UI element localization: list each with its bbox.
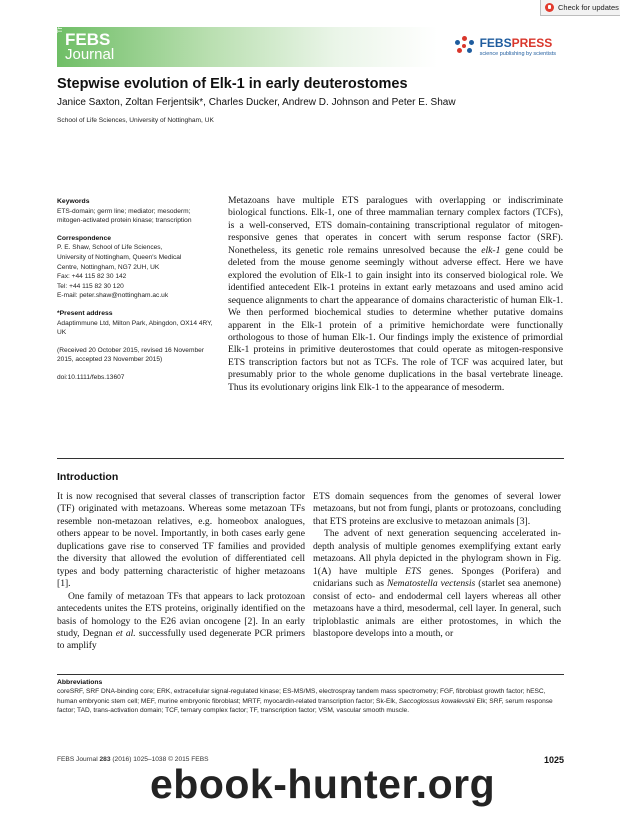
abbreviations-divider (57, 674, 564, 675)
correspondence-line: University of Nottingham, Queen's Medical (57, 253, 182, 261)
keywords-heading: Keywords (57, 198, 90, 205)
article-metadata (57, 197, 217, 383)
footer-citation: FEBS Journal 283 (2016) 1025–1038 © 2015 FEBS (57, 756, 209, 763)
press-tagline: science publishing by scientists (479, 51, 556, 57)
correspondence-line: P. E. Shaw, School of Life Sciences, (57, 244, 163, 252)
abstract-text: gene could be deleted from the mouse genome seemingly without adverse effect. Here we have explored the evolution of Elk-1 to gain insight into its conserved biological role. We identified antecedent Elk-1 proteins in extant early metazoans and used amino acid sequence alignments to chart the appearance of domains characteristic of human Elk-1. We then performed biochemical studies to determine whether putative domains apparent in the Elk-1 protein of a primitive hemichordate were functionally orthologous to those of human Elk-1. Our findings imply the existence of primordial Elk-1 proteins in primitive deuterostomes that could operate as mitogen-responsive ETS transcription factors but not as TCFs. The role of TCF was acquired later, but presumably prior to the whole genome duplications in the basal vertebrate lineage. Thus its evolutionary origins link Elk-1 to the appearance of mesoderm. (228, 244, 563, 393)
journal-logo-febs: FEBS (65, 30, 111, 49)
article-authors: Janice Saxton, Zoltan Ferjentsik*, Charles Ducker, Andrew D. Johnson and Peter E. Shaw (57, 97, 456, 108)
body-paragraph: ETS domain sequences from the genomes of several lower metazoans, but not from fungi, plants or protozoans, concluding that ETS proteins are exclusive to metazoan animals [3]. (313, 491, 561, 527)
febs-press-logo (455, 35, 556, 58)
body-paragraph: The advent of next generation sequencing accelerated in-depth analysis of multiple genomes exemplifying extant early metazoans. All phyla depicted in the phylogram shown in Fig. 1(A) have multiple ETS genes. Sponges (Porifera) and cnidarians such as Nematostella vectensis (starlet sea anemone) consist of ecto- and endodermal cell layers whereas all other metazoans have a third, mesodermal, cell layer. In general, such triploblastic animals are either protostomes, in which the blastopore develops into a mouth, or (313, 528, 561, 639)
febs-journal-logo (58, 22, 115, 63)
abbreviations (57, 678, 564, 716)
abbreviations-heading: Abbreviations (57, 679, 103, 686)
check-for-updates-label: Check for updates (558, 3, 619, 12)
abstract-gene-name: elk-1 (481, 244, 501, 256)
page-number: 1025 (543, 755, 564, 765)
correspondence-heading: Correspondence (57, 234, 112, 242)
abstract (228, 195, 563, 394)
abstract-text: Metazoans have multiple ETS paralogues with overlapping or indiscriminate biological functions. Elk-1, one of three mammalian ternary complex factors (TCFs), is a well-conserved, ETS domain-containing transcriptional regulator of mitogen-responsive genes that operates in concert with serum response factor (SRF). Nonetheless, its genetic role remains unresolved because the (228, 195, 563, 256)
correspondence-tel: Tel: +44 115 82 30 120 (57, 282, 124, 290)
article-title: Stepwise evolution of Elk-1 in early deuterostomes (57, 76, 408, 92)
doi-link[interactable]: doi:10.1111/febs.13607 (57, 373, 125, 381)
journal-logo-word: Journal (65, 46, 115, 63)
keywords: ETS-domain; germ line; mediator; mesoderm; mitogen-activated protein kinase; transcription (57, 207, 192, 225)
update-icon (545, 3, 554, 12)
body-paragraph: One family of metazoan TFs that appears to lack protozoan antecedents unites the ETS proteins, originally identified on the basis of homology to the E26 avian oncogene [2]. In an early study, Degnan et al. successfully used degenerate PCR primers to amplify (57, 590, 306, 652)
correspondence-line: Centre, Nottingham, NG7 2UH, UK (57, 263, 160, 271)
check-for-updates-badge[interactable] (540, 0, 620, 16)
watermark: ebook-hunter.org (150, 761, 496, 807)
body-paragraph: It is now recognised that several classes of transcription factor (TF) originated with metazoans. Whereas some metazoan TFs resemble non-metazoan relatives, e.g. homeobox analogues, others appear to be novel. Importantly, in both cases early gene duplications gave rise to conserved TF families and provided the diversity that allowed the evolution of differentiated cell types and body patterning characteristic of higher metazoans [1]. (57, 491, 305, 590)
press-logo-word: PRESS (511, 36, 553, 50)
correspondence-email[interactable]: E-mail: peter.shaw@nottingham.ac.uk (57, 292, 169, 300)
article-affiliation: School of Life Sciences, University of Nottingham, UK (57, 117, 214, 124)
febs-press-dots-icon (455, 36, 475, 56)
section-divider (57, 458, 564, 459)
present-address-heading: *Present address (57, 309, 113, 317)
journal-banner (57, 22, 564, 67)
press-logo-febs: FEBS (479, 36, 512, 50)
journal-logo-the: The (58, 22, 64, 33)
introduction-heading: Introduction (57, 471, 119, 483)
abbreviations-text: coreSRF, SRF DNA-binding core; ERK, extracellular signal-regulated kinase; ES-MS/MS, electrospray tandem mass spectrometry; FGF, fibroblast growth factor; hESC, human embryonic stem cell; MEF, murine embryonic fibroblast; MRTF, myocardin-related transcription factor; Sk-Elk, Saccoglossus kowalevskii Elk; SRF, serum response factor; TAD, trans-activation domain; TCF, ternary complex factor; TF, transcription factor; VSM, vascular smooth muscle. (57, 688, 553, 715)
present-address: Adaptimmune Ltd, Milton Park, Abingdon, OX14 4RY, UK (57, 319, 213, 337)
received-dates: (Received 20 October 2015, revised 16 November 2015, accepted 23 November 2015) (57, 346, 204, 364)
correspondence-fax: Fax: +44 115 82 30 142 (57, 273, 127, 281)
body-column-right (313, 491, 561, 640)
body-column-left (57, 491, 305, 653)
